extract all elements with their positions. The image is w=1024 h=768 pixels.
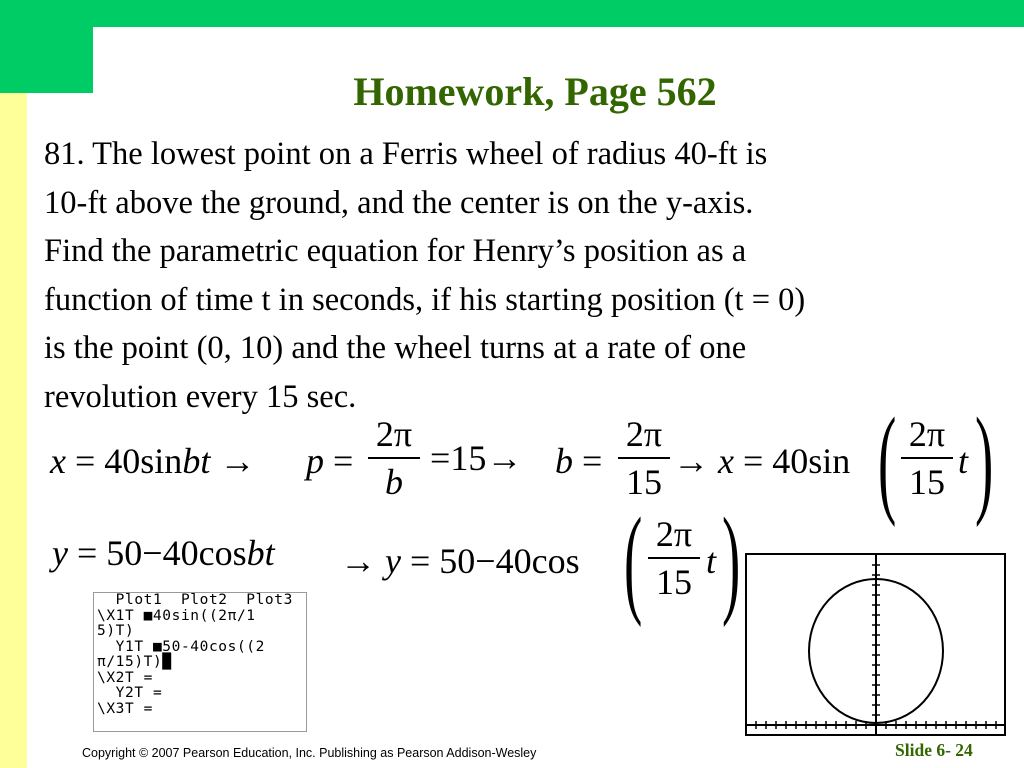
left-accent-strip [0,93,27,768]
fraction-bar [618,457,670,459]
fraction-2pi-over-15 [618,413,670,503]
y-equation-t: t [706,541,717,581]
fraction-numerator: 2π [625,414,663,454]
fraction-2pi-over-b [368,413,420,503]
fraction-denominator: 15 [656,562,692,602]
top-accent-bar [0,0,1024,27]
slide-number: Slide 6- 24 [895,740,973,760]
period-equation-rhs: =15→ [430,438,523,478]
calc-line: \X3T = [97,700,153,717]
period-equation-lhs: p = [306,441,354,481]
fraction-bar [368,457,420,459]
copyright-notice: Copyright © 2007 Pearson Education, Inc. Publishing as Pearson Addison-Wesley [82,746,537,760]
y-equation-lhs: → y = 50−40cos [340,541,580,581]
fraction-denominator: 15 [909,462,945,502]
calc-line: \X1T ■40sin((2π/1 [97,607,256,624]
slide-title: Homework, Page 562 [353,69,717,114]
x-equation-lhs: → x = 40sin [673,441,851,481]
problem-text [44,130,994,421]
problem-line: Find the parametric equation for Henry’s position as a [44,233,747,269]
calculator-graph-screenshot [745,553,1006,736]
calc-line: 5)T) [97,623,135,639]
fraction-denominator: b [385,462,403,502]
x-equation-general: x = 40sinbt → [50,441,256,481]
x-equation-t: t [958,441,969,481]
calc-line: Y1T ■50-40cos((2 [97,638,265,655]
fraction-numerator: 2π [908,414,946,454]
parametric-graph [747,555,1004,734]
fraction-numerator: 2π [655,514,693,554]
calc-line: Y2T = [97,685,163,701]
problem-line: function of time t in seconds, if his starting position (t = 0) [44,281,806,318]
fraction-numerator: 2π [375,414,413,454]
problem-line: 81. The lowest point on a Ferris wheel of radius 40-ft is [44,136,768,172]
right-paren: ) [975,393,994,528]
fraction-bar [648,557,700,559]
problem-line: revolution every 15 sec. [44,378,357,415]
fraction-bar [901,457,953,459]
calc-line: \X2T = [97,669,153,686]
fraction-2pi-over-15 [901,413,953,503]
left-paren: ( [878,393,897,528]
calculator-y-editor-screenshot [93,592,307,732]
problem-line: 10-ft above the ground, and the center is on the y-axis. [44,184,754,221]
y-equation-general: y = 50−40cosbt [52,533,275,573]
left-paren: ( [624,493,643,628]
b-equation-lhs: b = [555,441,603,481]
calc-line: π/15)T)█ [97,654,172,670]
problem-line: is the point (0, 10) and the wheel turns at a rate of one [44,330,747,366]
calc-line: Plot1 Plot2 Plot3 [97,592,293,608]
fraction-2pi-over-15 [648,513,700,603]
right-paren: ) [722,493,741,628]
fraction-denominator: 15 [626,462,662,502]
